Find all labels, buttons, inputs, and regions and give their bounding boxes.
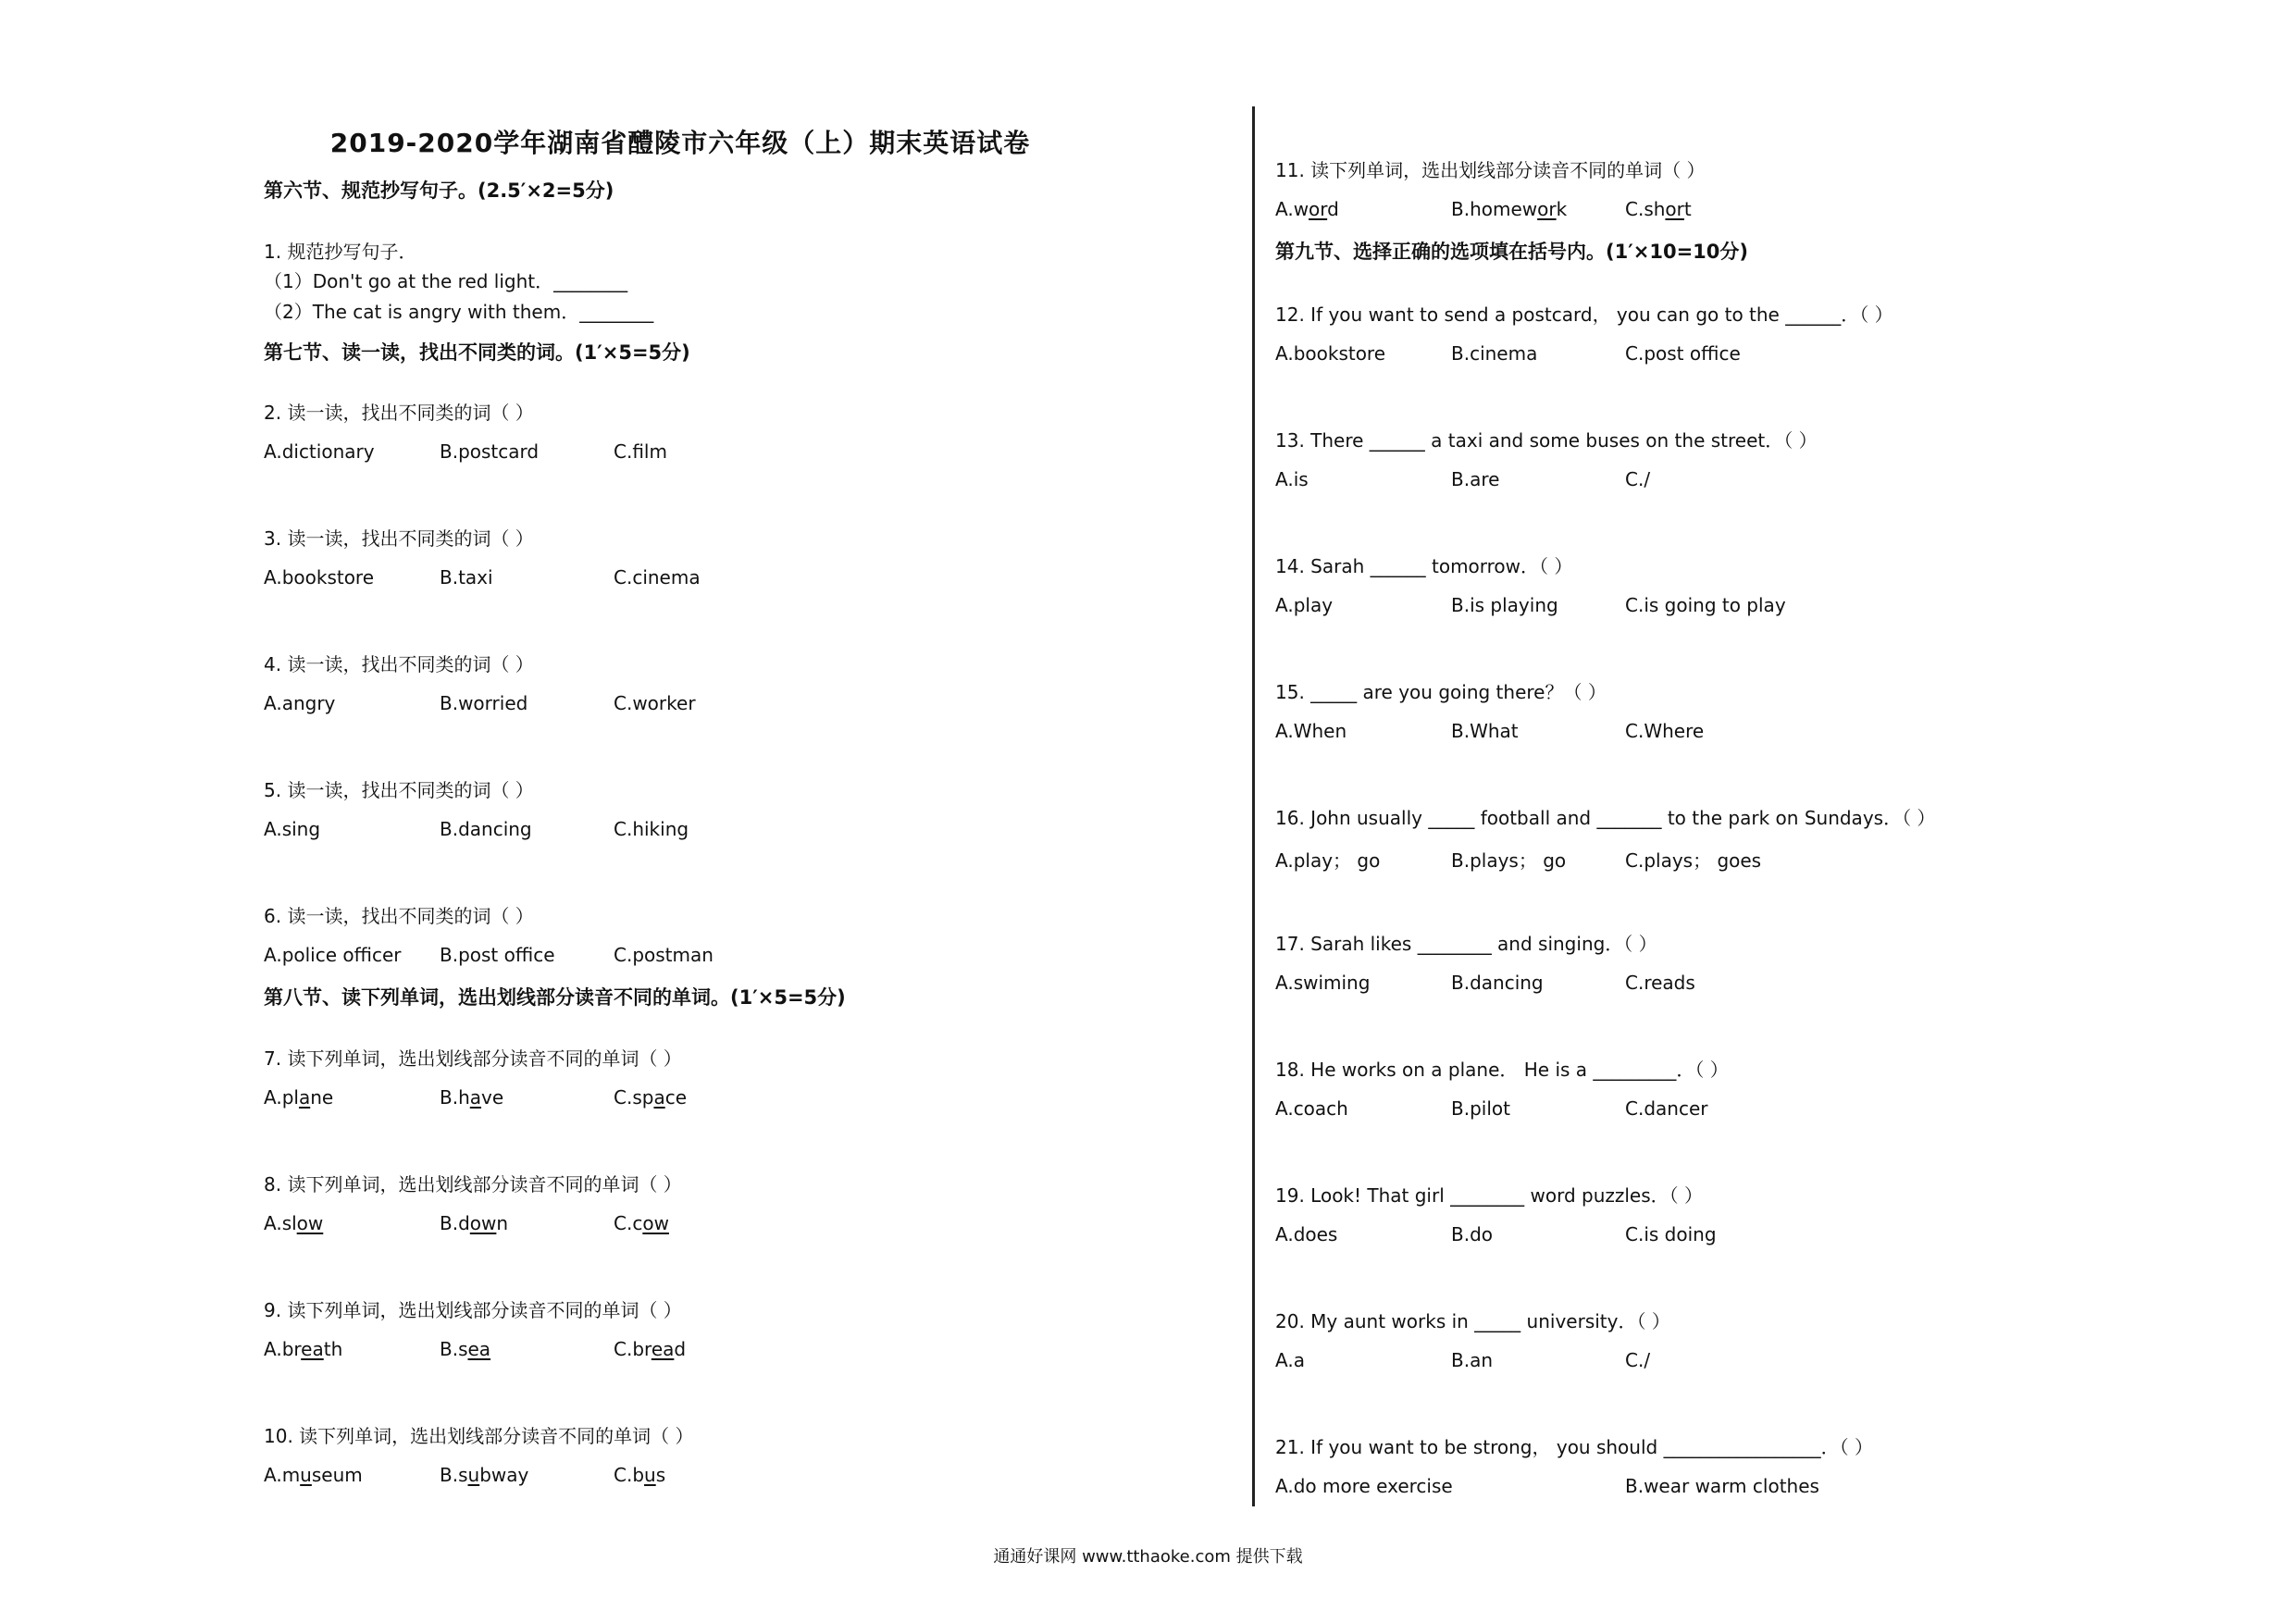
question-12-options — [1275, 342, 2108, 370]
question-6-option-a[interactable]: A.police officer — [264, 944, 402, 966]
question-10-option-c[interactable]: C.bus — [614, 1464, 666, 1486]
question-17-option-c[interactable]: C.reads — [1625, 972, 1695, 994]
question-3-option-b[interactable]: B.taxi — [440, 566, 493, 588]
question-16-option-b[interactable]: B.plays； go — [1451, 849, 1567, 872]
question-20-stem: 20. My aunt works in _____ university．（ ） — [1275, 1310, 1670, 1332]
question-13-stem: 13. There ______ a taxi and some buses on the street．（ ） — [1275, 429, 1818, 452]
question-9-option-a[interactable]: A.breath — [264, 1338, 343, 1360]
question-6-option-c[interactable]: C.postman — [614, 944, 714, 966]
question-5-options — [264, 818, 1097, 846]
question-9-option-c[interactable]: C.bread — [614, 1338, 687, 1360]
question-15-options — [1275, 720, 2108, 748]
section-9-heading: 第九节、选择正确的选项填在括号内。(1′×10=10分) — [1275, 241, 1748, 263]
question-9-options — [264, 1338, 1097, 1366]
question-3-stem: 3. 读一读，找出不同类的词（ ） — [264, 527, 534, 550]
question-11-options — [1275, 198, 2108, 226]
question-8-option-a[interactable]: A.slow — [264, 1212, 324, 1234]
question-18-option-b[interactable]: B.pilot — [1451, 1097, 1510, 1120]
question-16-stem: 16. John usually _____ football and _______ to the park on Sundays．（ ） — [1275, 807, 1936, 829]
question-17-option-b[interactable]: B.dancing — [1451, 972, 1544, 994]
question-13-option-c[interactable]: C./ — [1625, 468, 1651, 490]
question-19-option-c[interactable]: C.is doing — [1625, 1223, 1717, 1245]
question-9-option-b[interactable]: B.sea — [440, 1338, 491, 1360]
question-15-option-c[interactable]: C.Where — [1625, 720, 1705, 742]
question-13-option-b[interactable]: B.are — [1451, 468, 1500, 490]
question-1-stem: 1. 规范抄写句子． — [264, 241, 417, 263]
question-1-line-1: （1）Don't go at the red light．________ — [264, 270, 628, 292]
question-19-option-a[interactable]: A.does — [1275, 1223, 1338, 1245]
question-12-stem: 12. If you want to send a postcard， you can go to the ______．（ ） — [1275, 304, 1893, 326]
question-11-stem: 11. 读下列单词，选出划线部分读音不同的单词（ ） — [1275, 159, 1706, 181]
question-7-stem: 7. 读下列单词，选出划线部分读音不同的单词（ ） — [264, 1047, 682, 1070]
question-4-option-a[interactable]: A.angry — [264, 692, 336, 714]
question-1-line-2: （2）The cat is angry with them．________ — [264, 301, 654, 323]
question-14-option-b[interactable]: B.is playing — [1451, 594, 1558, 616]
question-4-option-b[interactable]: B.worried — [440, 692, 528, 714]
question-14-option-c[interactable]: C.is going to play — [1625, 594, 1786, 616]
question-5-option-b[interactable]: B.dancing — [440, 818, 532, 840]
question-5-option-c[interactable]: C.hiking — [614, 818, 689, 840]
question-21-option-a[interactable]: A.do more exercise — [1275, 1475, 1453, 1497]
question-21-option-b[interactable]: B.wear warm clothes — [1625, 1475, 1819, 1497]
question-3-option-c[interactable]: C.cinema — [614, 566, 701, 588]
question-19-option-b[interactable]: B.do — [1451, 1223, 1494, 1245]
question-18-options — [1275, 1097, 2108, 1125]
question-2-options — [264, 440, 1097, 468]
question-3-option-a[interactable]: A.bookstore — [264, 566, 375, 588]
question-10-stem: 10. 读下列单词，选出划线部分读音不同的单词（ ） — [264, 1425, 694, 1447]
question-18-option-a[interactable]: A.coach — [1275, 1097, 1348, 1120]
question-14-stem: 14. Sarah ______ tomorrow．（ ） — [1275, 555, 1573, 577]
question-15-option-a[interactable]: A.When — [1275, 720, 1347, 742]
question-12-option-a[interactable]: A.bookstore — [1275, 342, 1386, 365]
section-6-heading: 第六节、规范抄写句子。(2.5′×2=5分) — [264, 180, 614, 202]
question-10-option-b[interactable]: B.subway — [440, 1464, 529, 1486]
question-19-stem: 19. Look! That girl ________ word puzzles．（ ） — [1275, 1184, 1704, 1207]
question-8-option-b[interactable]: B.down — [440, 1212, 509, 1234]
question-6-option-b[interactable]: B.post office — [440, 944, 555, 966]
question-20-options — [1275, 1349, 2108, 1377]
question-7-option-c[interactable]: C.space — [614, 1086, 688, 1109]
question-8-options — [264, 1212, 1097, 1240]
question-20-option-a[interactable]: A.a — [1275, 1349, 1305, 1371]
question-2-stem: 2. 读一读，找出不同类的词（ ） — [264, 402, 534, 424]
column-divider — [1252, 106, 1255, 1506]
question-12-option-b[interactable]: B.cinema — [1451, 342, 1538, 365]
question-21-stem: 21. If you want to be strong， you should _________________．（ ） — [1275, 1436, 1873, 1458]
question-5-stem: 5. 读一读，找出不同类的词（ ） — [264, 779, 534, 801]
question-16-option-a[interactable]: A.play； go — [1275, 849, 1381, 872]
question-4-option-c[interactable]: C.worker — [614, 692, 696, 714]
question-14-option-a[interactable]: A.play — [1275, 594, 1334, 616]
question-16-option-c[interactable]: C.plays； goes — [1625, 849, 1762, 872]
question-18-option-c[interactable]: C.dancer — [1625, 1097, 1708, 1120]
question-15-stem: 15. _____ are you going there？（ ） — [1275, 681, 1607, 703]
question-5-option-a[interactable]: A.sing — [264, 818, 321, 840]
question-4-options — [264, 692, 1097, 720]
question-6-stem: 6. 读一读，找出不同类的词（ ） — [264, 905, 534, 927]
question-8-option-c[interactable]: C.cow — [614, 1212, 669, 1234]
question-15-option-b[interactable]: B.What — [1451, 720, 1519, 742]
question-11-option-c[interactable]: C.short — [1625, 198, 1692, 220]
question-10-options — [264, 1464, 1097, 1492]
question-14-options — [1275, 594, 2108, 622]
question-2-option-c[interactable]: C.film — [614, 440, 667, 463]
question-2-option-a[interactable]: A.dictionary — [264, 440, 375, 463]
question-20-option-c[interactable]: C./ — [1625, 1349, 1651, 1371]
question-10-option-a[interactable]: A.museum — [264, 1464, 363, 1486]
question-16-options — [1275, 846, 2108, 873]
question-19-options — [1275, 1223, 2108, 1251]
page-footer: 通通好课网 www.tthaoke.com 提供下载 — [993, 1547, 1303, 1567]
question-17-stem: 17. Sarah likes ________ and singing．（ ） — [1275, 933, 1657, 955]
page-title: 2019-2020学年湖南省醴陵市六年级（上）期末英语试卷 — [329, 128, 1031, 158]
question-17-options — [1275, 972, 2108, 999]
question-21-options — [1275, 1475, 2108, 1503]
question-2-option-b[interactable]: B.postcard — [440, 440, 540, 463]
question-8-stem: 8. 读下列单词，选出划线部分读音不同的单词（ ） — [264, 1173, 682, 1196]
question-11-option-b[interactable]: B.homework — [1451, 198, 1568, 220]
section-7-heading: 第七节、读一读，找出不同类的词。(1′×5=5分) — [264, 341, 690, 364]
question-7-option-b[interactable]: B.have — [440, 1086, 504, 1109]
section-8-heading: 第八节、读下列单词，选出划线部分读音不同的单词。(1′×5=5分) — [264, 986, 846, 1009]
question-4-stem: 4. 读一读，找出不同类的词（ ） — [264, 653, 534, 675]
question-7-option-a[interactable]: A.plane — [264, 1086, 334, 1109]
question-9-stem: 9. 读下列单词，选出划线部分读音不同的单词（ ） — [264, 1299, 682, 1321]
question-12-option-c[interactable]: C.post office — [1625, 342, 1741, 365]
question-7-options — [264, 1086, 1097, 1114]
question-3-options — [264, 566, 1097, 594]
question-6-options — [264, 944, 1097, 972]
question-13-options — [1275, 468, 2108, 496]
question-18-stem: 18. He works on a plane． He is a _________．（ ） — [1275, 1059, 1729, 1081]
question-13-option-a[interactable]: A.is — [1275, 468, 1309, 490]
question-11-option-a[interactable]: A.word — [1275, 198, 1339, 220]
question-20-option-b[interactable]: B.an — [1451, 1349, 1494, 1371]
question-17-option-a[interactable]: A.swiming — [1275, 972, 1371, 994]
